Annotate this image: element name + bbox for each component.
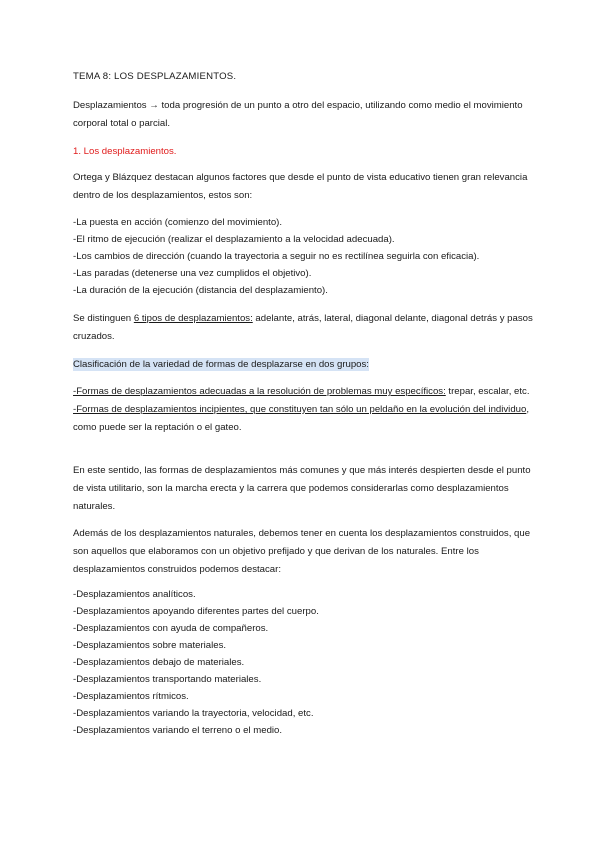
list-item: -Desplazamientos sobre materiales.: [73, 640, 227, 651]
list-item: -Desplazamientos transportando materiales.: [73, 674, 262, 685]
natural-paragraph: En este sentido, las formas de desplazamientos más comunes y que más interés despierten desde el punto de vista utilitario, son la marcha erecta y la carrera que podemos considerarlas como desplazamientos naturales.: [73, 465, 531, 512]
list-item: -Las paradas (detenerse una vez cumplidos el objetivo).: [73, 268, 312, 279]
list-item: -Desplazamientos variando el terreno o el medio.: [73, 725, 283, 736]
list-item: -Desplazamientos apoyando diferentes partes del cuerpo.: [73, 606, 319, 617]
classification-heading: Clasificación de la variedad de formas de desplazarse en dos grupos:: [73, 359, 369, 370]
groups-paragraph: -Formas de desplazamientos adecuadas a la resolución de problemas muy específicos: trepar, escalar, etc. -Formas de desplazamientos incipientes, que constituyen tan sólo un peldaño en la evolución del individuo, como puede ser la reptación o el gateo.: [73, 386, 530, 433]
ortega-intro-paragraph: Ortega y Blázquez destacan algunos factores que desde el punto de vista educativo tienen gran relevancia dentro de los desplazamientos, estos son:: [73, 172, 528, 201]
list-item: -Desplazamientos variando la trayectoria, velocidad, etc.: [73, 708, 314, 719]
list-item: -La duración de la ejecución (distancia del desplazamiento).: [73, 285, 328, 296]
constructed-paragraph: Además de los desplazamientos naturales, debemos tener en cuenta los desplazamientos construidos, que son aquellos que elaboramos con un objetivo prefijado y que derivan de los naturales. Entre los desplazamientos construidos podemos destacar:: [73, 528, 531, 575]
list-item: -Desplazamientos con ayuda de compañeros.: [73, 623, 269, 634]
definition-paragraph: Desplazamientos → toda progresión de un punto a otro del espacio, utilizando como medio el movimiento corporal total o parcial.: [73, 100, 523, 129]
document-title: TEMA 8: LOS DESPLAZAMIENTOS.: [73, 71, 237, 82]
list-item: -Los cambios de dirección (cuando la trayectoria a seguir no es rectilínea seguirla con eficacia).: [73, 251, 480, 262]
types-underlined: 6 tipos de desplazamientos:: [133, 313, 253, 324]
constructed-list: [73, 586, 533, 739]
factors-list: [73, 214, 533, 299]
list-item: -La puesta en acción (comienzo del movimiento).: [73, 217, 283, 228]
list-item: -Desplazamientos rítmicos.: [73, 691, 189, 702]
types-paragraph: Se distinguen 6 tipos de desplazamientos: adelante, atrás, lateral, diagonal delante, diagonal detrás y pasos cruzados.: [73, 313, 533, 342]
list-item: -Desplazamientos analíticos.: [73, 589, 196, 600]
list-item: -El ritmo de ejecución (realizar el desplazamiento a la velocidad adecuada).: [73, 234, 395, 245]
section-heading-desplazamientos: 1. Los desplazamientos.: [73, 146, 177, 157]
list-item: -Desplazamientos debajo de materiales.: [73, 657, 245, 668]
